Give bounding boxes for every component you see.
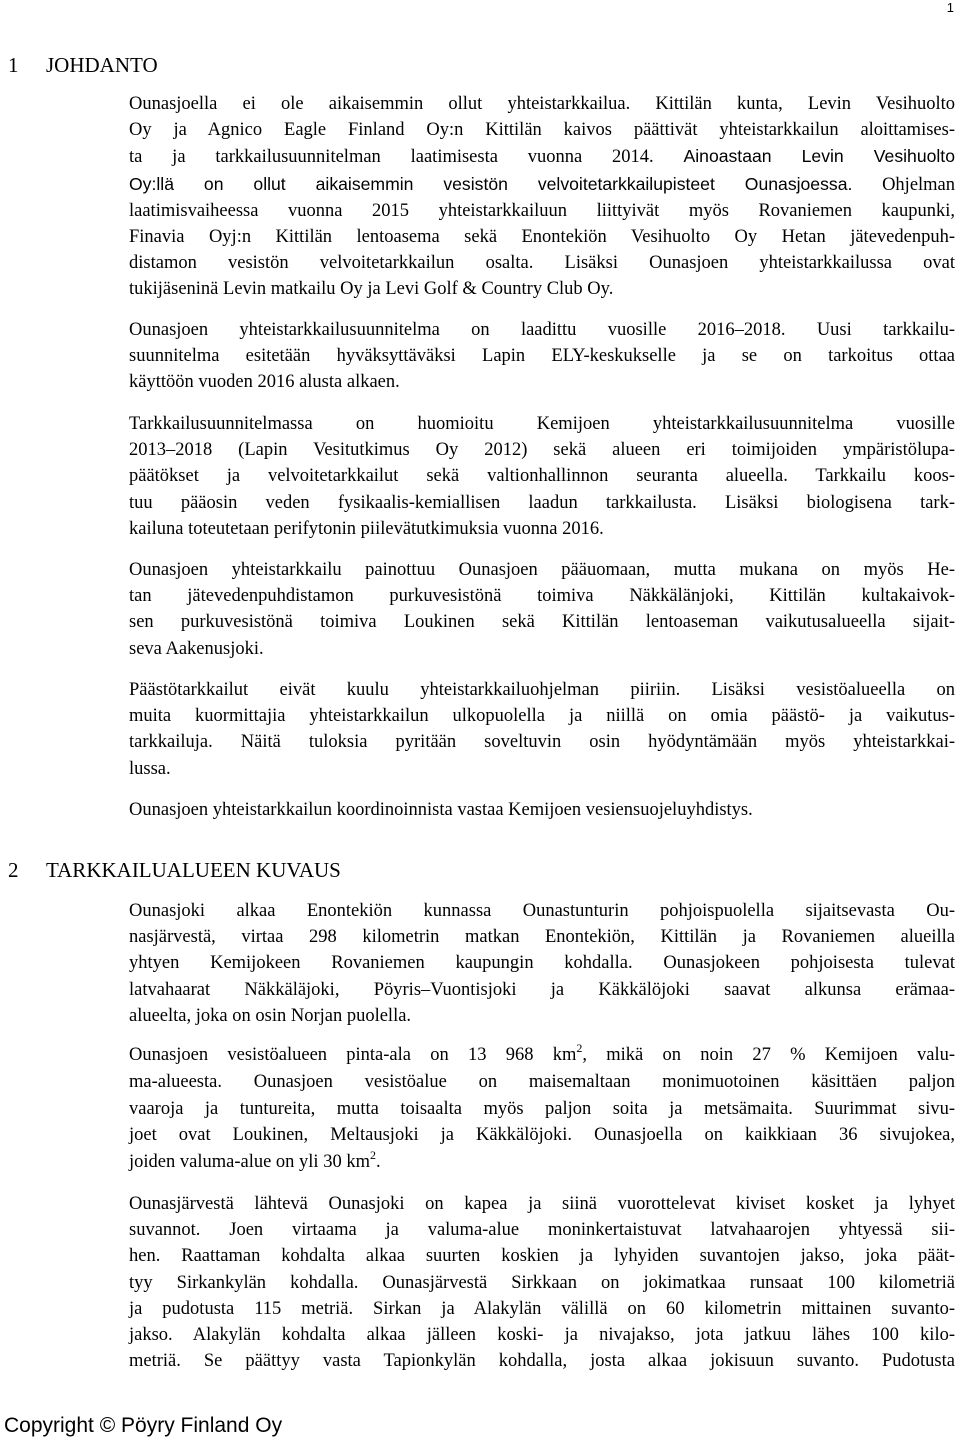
- text-line: Ounasjoen yhteistarkkailusuunnitelma on laadittu vuosille 2016–2018. Uusi tarkkailu-: [129, 320, 955, 340]
- text-line: käyttöön vuoden 2016 alusta alkaen.: [129, 372, 400, 393]
- text-run: .: [375, 1152, 381, 1173]
- text-run: Ainoastaan Levin Vesihuolto: [683, 146, 955, 167]
- section-heading-1: [8, 53, 158, 78]
- text-line: ja pudotusta 115 metriä. Sirkan ja Alakylän välillä on 60 kilometrin mittainen suvanto-: [129, 1298, 955, 1319]
- text-line: Ounasjoen yhteistarkkailun koordinoinnista vastaa Kemijoen vesiensuojeluyhdistys.: [129, 800, 753, 820]
- text-line: tukijäseninä Levin matkailu Oy ja Levi Golf & Country Club Oy.: [129, 279, 614, 300]
- text-line: nasjärvestä, virtaa 298 kilometrin matkan Enontekiön, Kittilän ja Rovaniemen alueilla: [129, 927, 955, 948]
- text-run: Ohjelman: [882, 174, 956, 195]
- section-title: TARKKAILUALUEEN KUVAUS: [46, 858, 341, 882]
- text-line: ma-alueesta. Ounasjoen vesistöalue on maisemaltaan monimuotoinen käsittäen paljon: [129, 1071, 955, 1092]
- text-line: lussa.: [129, 758, 171, 779]
- paragraph-intro: [129, 91, 955, 303]
- paragraph-emissions: [129, 677, 955, 782]
- text-line: sen purkuvesistönä toimiva Loukinen sekä Kittilän lentoaseman vaikutusalueella sijait-: [129, 612, 955, 633]
- text-line: distamon vesistön velvoitetarkkailun osalta. Lisäksi Ounasjoen yhteistarkkailussa ovat: [129, 253, 955, 274]
- text-run: Ounasjoen vesistöalueen pinta-ala on 13 968 km: [129, 1045, 577, 1065]
- text-line: Finavia Oyj:n Kittilän lentoasema sekä Enontekiön Vesihuolto Oy Hetan jätevedenpuh-: [129, 227, 955, 248]
- text-line: seva Aakenusjoki.: [129, 638, 264, 659]
- text-line: muita kuormittajia yhteistarkkailun ulkopuolella ja niillä on omia päästö- ja vaikutus-: [129, 706, 955, 727]
- section-number: 2: [8, 858, 19, 882]
- text-line: Oy ja Agnico Eagle Finland Oy:n Kittilän kaivos päättivät yhteistarkkailun aloittamises-: [129, 120, 955, 141]
- text-run: joiden valuma-alue on yli 30 km: [129, 1152, 370, 1173]
- text-line: yhtyen Kemijokeen Rovaniemen kaupungin kohdalla. Ounasjokeen pohjoisesta tulevat: [129, 953, 955, 974]
- paragraph-coordination: [129, 797, 955, 823]
- section-title: JOHDANTO: [46, 53, 158, 77]
- text-line: Ounasjärvestä lähtevä Ounasjoki on kapea ja siinä vuorottelevat kiviset kosket ja lyhyet: [129, 1194, 955, 1214]
- text-line: laatimisvaiheessa vuonna 2015 yhteistarkkailuun liittyivät myös Rovaniemen kaupunki,: [129, 200, 955, 221]
- text-run: Oy:llä on ollut aikaisemmin vesistön velvoitetarkkailupisteet Ounasjoessa.: [129, 173, 853, 194]
- text-line: kailuna toteutetaan perifytonin piilevätutkimuksia vuonna 2016.: [129, 518, 604, 539]
- text-line: [129, 1149, 955, 1176]
- text-line: Ounasjoki alkaa Enontekiön kunnassa Ounastunturin pohjoispuolella sijaitsevasta Ou-: [129, 901, 955, 921]
- section-number: 1: [8, 53, 19, 77]
- text-line: latvahaarat Näkkäläjoki, Pöyris–Vuontisjoki ja Käkkälöjoki saavat alkunsa erämaa-: [129, 979, 955, 1000]
- text-line: tyy Sirkankylän kohdalla. Ounasjärvestä Sirkkaan on jokimatkaa runsaat 100 kilometriä: [129, 1272, 955, 1293]
- text-line: [129, 171, 955, 198]
- text-run: , mikä on noin 27 % Kemijoen valu-: [582, 1045, 955, 1065]
- paragraph-considerations: [129, 411, 955, 542]
- section-heading-2: [8, 858, 341, 883]
- text-line: Ounasjoen yhteistarkkailu painottuu Ounasjoen pääuomaan, mutta mukana on myös He-: [129, 560, 955, 580]
- text-line: alueelta, joka on osin Norjan puolella.: [129, 1005, 412, 1026]
- paragraph-plan-period: [129, 317, 955, 396]
- page-number: 1: [946, 0, 954, 15]
- text-line: vaaroja ja tuntureita, mutta toisaalta myös paljon soita ja metsämaita. Suurimmat sivu-: [129, 1098, 955, 1119]
- paragraph-river-origin: [129, 898, 955, 1029]
- text-line: suvannot. Joen virtaama ja valuma-alue moninkertaistuvat latvahaarojen yhtyessä sii-: [129, 1220, 955, 1241]
- text-line: metriä. Se päättyy vasta Tapionkylän kohdalla, josta alkaa jokisuun suvanto. Pudotusta: [129, 1351, 955, 1372]
- text-line: tuu pääosin veden fysikaalis-kemiallisen laadun tarkkailusta. Lisäksi biologisena tark-: [129, 492, 955, 513]
- paragraph-catchment-area: [129, 1042, 955, 1176]
- text-line: päätökset ja velvoitetarkkailut sekä valtionhallinnon seuranta alueella. Tarkkailu koos-: [129, 466, 955, 487]
- text-line: Päästötarkkailut eivät kuulu yhteistarkkailuohjelman piiriin. Lisäksi vesistöalueella on: [129, 680, 955, 700]
- superscript: 2: [576, 1041, 583, 1055]
- text-line: Ounasjoella ei ole aikaisemmin ollut yhteistarkkailua. Kittilän kunta, Levin Vesihuolto: [129, 94, 955, 114]
- text-line: [129, 1042, 955, 1069]
- text-line: suunnitelma esitetään hyväksyttäväksi Lapin ELY-keskukselle ja se on tarkoitus ottaa: [129, 346, 955, 367]
- text-line: jakso. Alakylän kohdalta alkaa jälleen koski- ja nivajakso, jota jatkuu lähes 100 kilo-: [129, 1325, 955, 1346]
- text-line: 2013–2018 (Lapin Vesitutkimus Oy 2012) sekä alueen eri toimijoiden ympäristölupa-: [129, 440, 955, 461]
- text-line: tan jätevedenpuhdistamon purkuvesistönä toimiva Näkkälänjoki, Kittilän kultakaivok-: [129, 586, 955, 607]
- text-line: hen. Raattaman kohdalta alkaa suurten koskien ja lyhyiden suvantojen jakso, joka päät-: [129, 1246, 955, 1267]
- text-run: ta ja tarkkailusuunnitelman laatimisesta vuonna 2014.: [129, 147, 654, 168]
- superscript: 2: [369, 1148, 376, 1163]
- text-line: tarkkailuja. Näitä tuloksia pyritään soveltuvin osin hyödyntämään myös yhteistarkkai-: [129, 732, 955, 753]
- text-line: [129, 143, 955, 170]
- footer-copyright: Copyright © Pöyry Finland Oy: [4, 1414, 283, 1437]
- paragraph-focus: [129, 557, 955, 662]
- paragraph-river-course: [129, 1191, 955, 1374]
- text-line: Tarkkailusuunnitelmassa on huomioitu Kemijoen yhteistarkkailusuunnitelma vuosille: [129, 414, 955, 434]
- text-line: joet ovat Loukinen, Meltausjoki ja Käkkälöjoki. Ounasjoella on kaikkiaan 36 sivujokea,: [129, 1125, 955, 1146]
